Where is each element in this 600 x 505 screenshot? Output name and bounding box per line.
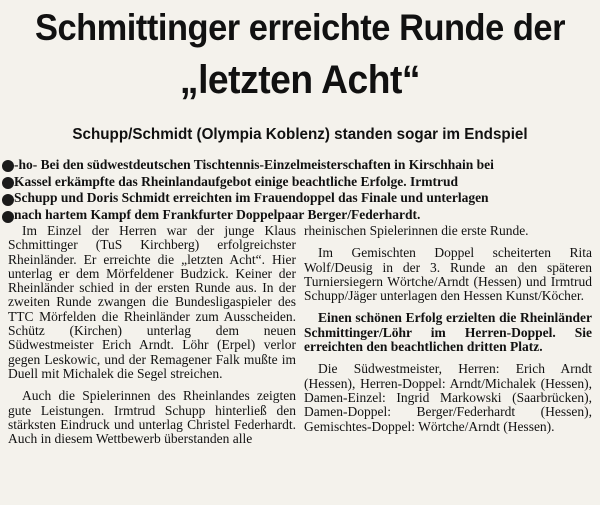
left-column — [8, 224, 296, 446]
bullet-dot-icon — [2, 160, 14, 172]
subheadline: Schupp/Schmidt (Olympia Koblenz) standen sogar im Endspiel — [72, 126, 528, 143]
headline-line-1: Schmittinger erreichte Runde der — [34, 7, 566, 48]
left-paragraph-1: Im Einzel der Herren war der junge Klaus Schmittinger (TuS Kirchberg) erfolgreichster Rheinländer. Er erreichte die „letzten Acht“. Hier unterlag er dem Mörfeldener Budzick. Keiner der Rheinländer schied in der ersten Runde aus. In der zweiten Runde zwangen die Bundesligaspieler des TTC Mörfelden die Rheinländer zum Ausscheiden. Schütz (Kirchen) unterlag dem neuen Südwestmeister Erich Arndt. Löhr (Erpel) verlor gegen Leskowic, und der Remagener Falk mußte im Duell mit Michalek die Segel streichen. — [8, 223, 296, 381]
right-paragraph-3: Einen schönen Erfolg erzielten die Rheinländer Schmittinger/Löhr im Herren-Doppel. Sie erreichten den beachtlichen dritten Platz. — [304, 310, 592, 355]
bullet-dot-icon — [2, 194, 14, 206]
intro-paragraph — [14, 157, 586, 223]
right-paragraph-1: rheinischen Spielerinnen die erste Runde. — [304, 223, 529, 238]
intro-line: -ho- Bei den südwestdeutschen Tischtennis-Einzelmeisterschaften in Kirschhain bei — [14, 157, 494, 172]
right-paragraph-4: Die Südwestmeister, Herren: Erich Arndt (Hessen), Herren-Doppel: Arndt/Michalek (Hessen), Damen-Einzel: Ingrid Markowski (Saarbrücken), Damen-Doppel: Berger/Federhardt (Hessen), Gemischtes-Doppel: Wörtche/Arndt (Hessen). — [304, 361, 592, 434]
left-paragraph-2: Auch die Spielerinnen des Rheinlandes zeigten gute Leistungen. Irmtrud Schupp hinterließ den stärksten Eindruck und unterlag Christel Federhardt. Auch in diesem Wettbewerb überstanden alle — [8, 388, 296, 447]
intro-line: nach hartem Kampf dem Frankfurter Doppelpaar Berger/Federhardt. — [14, 206, 421, 222]
intro-line: Schupp und Doris Schmidt erreichten im Frauendoppel das Finale und unterlagen — [14, 190, 489, 205]
bullet-dot-icon — [2, 177, 14, 189]
right-paragraph-2: Im Gemischten Doppel scheiterten Rita Wolf/Deusig in der 3. Runde an den späteren Turniersiegern Wörtche/Arndt (Hessen) und Irmtrud Schupp/Jäger unterlagen den Hessen Kunst/Köcher. — [304, 245, 592, 304]
bullet-dot-icon — [2, 211, 14, 223]
intro-line: Kassel erkämpfte das Rheinlandaufgebot einige beachtliche Erfolge. Irmtrud — [14, 173, 458, 189]
right-column — [304, 224, 592, 434]
headline-line-2: „letzten Acht“ — [179, 58, 421, 102]
